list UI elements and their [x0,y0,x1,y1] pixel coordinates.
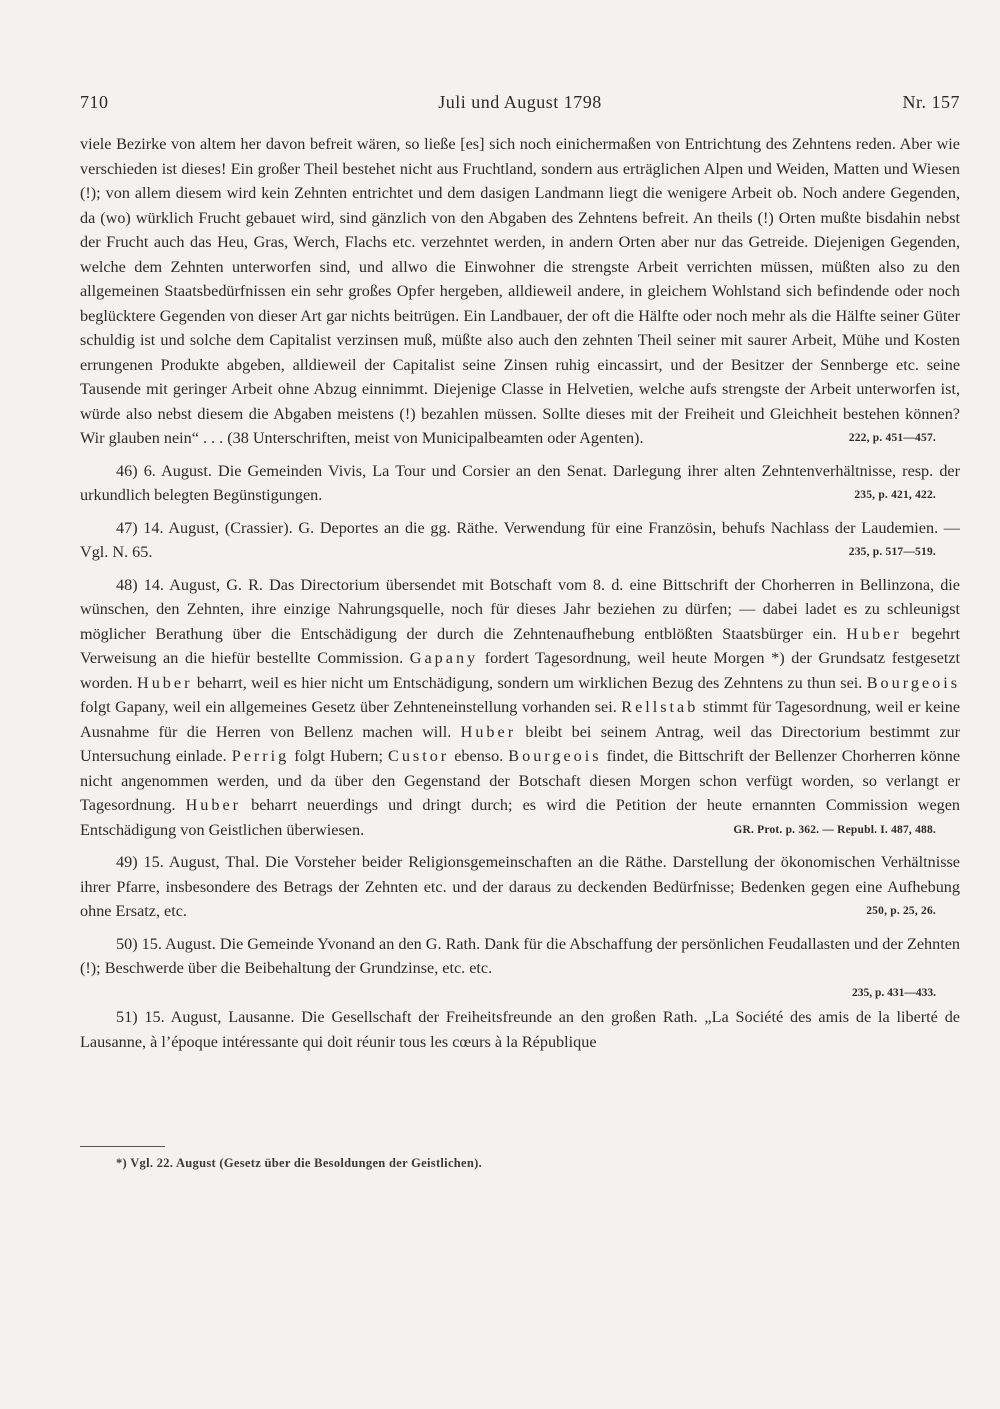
speaker-name: Huber [460,722,517,741]
speaker-name: Perrig [231,747,290,765]
speaker-name: Bourgeois [508,747,602,765]
entry-47-text: 47) 14. August, (Crassier). G. Deportes an die gg. Räthe. Verwendung für eine Französin, behufs Nachlass der Laudemien. — Vgl. N. 65. [80,518,960,561]
speaker-name: Bourgeois [866,673,961,692]
entry-46-text: 46) 6. August. Die Gemeinden Vivis, La Tour und Corsier an den Senat. Darlegung ihrer alten Zehntenverhältnisse, resp. der urkundlich belegten Begünstigungen. [80,461,960,504]
footnote-divider [80,1146,165,1147]
speaker-name: Huber [846,624,902,643]
running-title: Juli und August 1798 [438,92,602,112]
entry-46-reference: 235, p. 421, 422. [854,489,936,501]
entry-48-text: ebenso. [454,747,504,765]
entry-49 [80,850,960,924]
entry-48-text: begehrt Verweisung an die hiefür bestellte Commission. [80,624,960,667]
entry-49-text: 49) 15. August, Thal. Die Vorsteher beider Religionsgemeinschaften an die Räthe. Darstellung der ökonomischen Verhältnisse ihrer Pfarre, insbesondere des Betrags der Zehnten etc. und der daraus zu deckenden Bedürfnisse; Bedenken gegen eine Aufhebung ohne Ersatz, etc. [80,853,960,920]
page-body [80,132,960,1054]
footnote: *) Vgl. 22. August (Gesetz über die Besoldungen der Geistlichen). [116,1156,483,1170]
entry-50-reference: 235, p. 431—433. [851,986,936,999]
entry-48-text: 48) 14. August, G. R. Das Directorium übersendet mit Botschaft vom 8. d. eine Bittschrift der Chorherren in Bellinzona, die wünschen, den Zehnten, ihre einzige Nahrungsquelle, noch für dieses Jahr beziehen zu dürfen; — dabei ladet es zu schleunigst möglicher Berathung über die Entschädigung der durch die Zehntenaufhebung entblößten Staatsbürger ein. [80,575,960,643]
entry-46 [80,459,960,508]
entry-48-text: stimmt für Tagesordnung, weil er keine Ausnahme für die Herren von Bellenz machen will. [80,698,961,741]
speaker-name: Gapany [409,649,479,667]
page-number: 710 [80,92,109,112]
entry-48-text: beharrt neuerdings und dringt durch; es wird die Petition der heute ernannten Commission wegen Entschädigung von Geistlichen überwiesen. [80,796,960,839]
section-number: Nr. 157 [902,92,960,112]
speaker-name: Huber [137,673,193,692]
entry-50 [80,932,960,981]
entry-48 [80,573,960,843]
speaker-name: Custor [388,747,450,765]
entry-48-text: findet, die Bittschrift der Bellenzer Chorherren könne nicht angenommen werden, und da über den Gegenstand der Botschaft diesen Morgen schon verfügt worden, so verlangt er Tagesordnung. [80,747,961,814]
entry-48-text: bleibt bei seinem Antrag, weil das Directorium bestimmt zur Untersuchung einlade. [80,722,961,765]
continued-paragraph [80,132,960,451]
entry-48-text: folgt Hubern; [294,747,383,765]
entry-47-reference: 235, p. 517—519. [848,546,936,558]
page-header [80,92,960,122]
continued-text: viele Bezirke von altem her davon befreit wären, so ließe [es] sich noch einichermaßen von Entrichtung des Zehntens reden. Aber wie verschieden ist dieses! Ein großer Theil bestehet nicht aus Fruchtland, sondern aus erträglichen Alpen und Weiden, Matten und Wiesen (!); von allem diesem wird kein Zehnten entrichtet und dem dasigen Landmann liegt die wenigere Arbeit ob. Noch andere Gegenden, da (wo) würklich Frucht gebauet wird, sind gänzlich von den Abgaben des Zehntens befreit. An theils (!) Orten mußte bisdahin nebst der Frucht auch das Heu, Gras, Werch, Flachs etc. verzehntet werden, in andern Orten aber nur das Getreide. Diejenigen Gegenden, welche dem Zehnten unterworfen sind, und allwo die Einwohner die strengste Arbeit verrichten müssen, müßten also zu den allgemeinen Staatsbedürfnissen ein sehr großes Opfer hergeben, alldieweil andere, in gleichem Wohlstand sich befindende oder noch beglücktere Gegenden von dieser Art gar nichts beitrügen. Ein Landbauer, der oft die Hälfte oder noch mehr als die Hälfte seiner Güter schuldig ist und solche dem Capitalist verzinsen muß, müßte also auch den zehnten Theil seiner mit saurer Arbeit, Mühe und Kosten errungenen Produkte abgeben, alldieweil der Capitalist seine Zinsen ruhig eincassirt, und der Besitzer der Sennberge etc. seine Tausende mit geringer Arbeit ohne Abzug einnimmt. Diejenige Classe in Helvetien, welche aufs strengste der Arbeit unterworfen ist, würde also nebst diesem die Abgaben meistens (!) bezahlen müssen. Sollte dieses mit der Freiheit und Gleichheit bestehen können? Wir glauben nein“ . . . (38 Unterschriften, meist von Municipalbeamten oder Agenten). [80,135,960,447]
entry-48-text: folgt Gapany, weil ein allgemeines Gesetz über Zehnteneinstellung vorhanden sei. [80,698,617,716]
entry-49-reference: 250, p. 25, 26. [866,905,936,917]
entry-48-reference: GR. Prot. p. 362. — Republ. I. 487, 488. [733,823,936,836]
speaker-name: Rellstab [621,698,699,716]
entry-48-text: beharrt, weil es hier nicht um Entschädigung, sondern um wirklichen Bezug des Zehntens zu thun sei. [196,673,863,692]
source-reference: 222, p. 451—457. [848,432,936,444]
entry-48-text: fordert Tagesordnung, weil heute Morgen *) der Grundsatz festgesetzt worden. [80,649,961,692]
entry-51 [80,1005,960,1054]
entry-50-text: 50) 15. August. Die Gemeinde Yvonand an den G. Rath. Dank für die Abschaffung der persönlichen Feudallasten und der Zehnten (!); Beschwerde über die Beibehaltung der Grundzinse, etc. etc. [80,934,960,977]
speaker-name: Huber [185,796,242,814]
entry-51-text: 51) 15. August, Lausanne. Die Gesellschaft der Freiheitsfreunde an den großen Rath. „La Société des amis de la liberté de Lausanne, à l’époque intéressante qui doit réunir tous les cœurs à la République [80,1008,960,1051]
entry-47 [80,516,960,565]
